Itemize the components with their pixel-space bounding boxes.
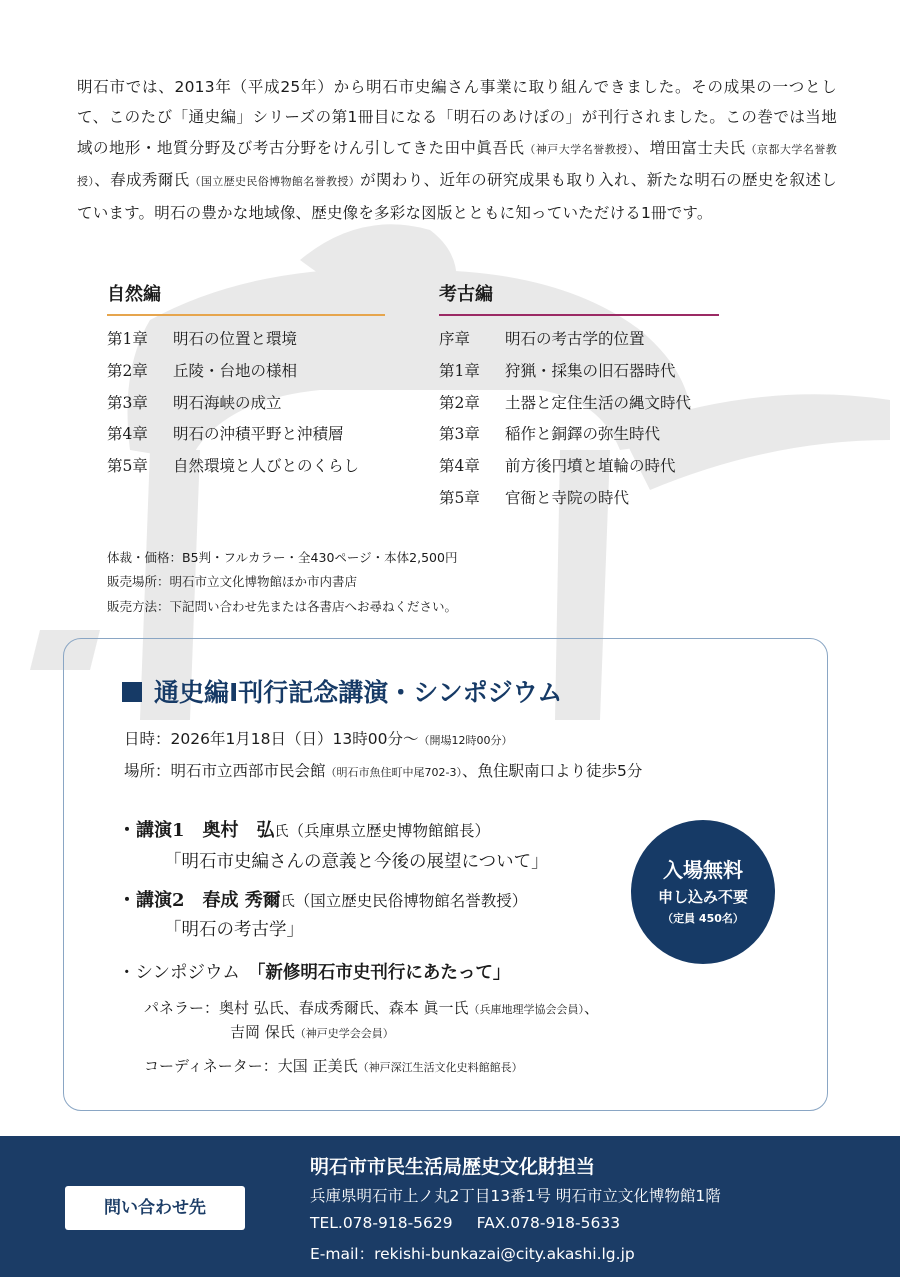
toc-nature-heading: 自然編 xyxy=(107,280,385,316)
event-datetime: 日時：2026年1月18日（日）13時00分～（開場12時00分） xyxy=(124,730,513,748)
contact-tel: TEL.078-918-5629 xyxy=(310,1214,453,1232)
toc-archaeology-heading: 考古編 xyxy=(439,280,719,316)
contact-email[interactable]: E-mail：rekishi-bunkazai@city.akashi.lg.jp xyxy=(310,1245,635,1263)
contact-phone-fax xyxy=(310,1214,620,1232)
toc-chapter: 第1章 狩猟・採集の旧石器時代 xyxy=(439,361,676,380)
toc-archaeology-section xyxy=(439,280,719,515)
contact-footer xyxy=(0,1136,900,1277)
panelists-line-1: パネラー：奥村 弘氏、春成秀爾氏、森本 眞一氏（兵庫地理学協会会員）、 xyxy=(144,999,600,1017)
lecture-2-title: 「明石の考古学」 xyxy=(164,920,304,940)
toc-chapter: 序章 明石の考古学的位置 xyxy=(439,330,645,348)
toc-chapter: 第2章 土器と定住生活の縄文時代 xyxy=(439,393,692,412)
intro-paragraph: 明石市では、2013年（平成25年）から明石市史編さん事業に取り組んできました。その成果の一つとして、このたび「通史編」シリーズの第1冊目になる「明石のあけぼの」が刊行されました。この巻では当地域の地形・地質分野及び考古分野をけん引してきた田中眞吾氏（神戸大学名誉教授）、増田富士夫氏（京都大学名誉教授）、春成秀爾氏（国立歴史民俗博物館名誉教授）が関わり、近年の研究成果も取り入れ、新たな明石の歴史を叙述しています。明石の豊かな地域像、歴史像を多彩な図版とともに知っていただける1冊です。 xyxy=(77,78,838,222)
book-specs xyxy=(107,546,457,619)
event-venue: 場所：明石市立西部市民会館（明石市魚住町中尾702-3）、魚住駅南口より徒歩5分 xyxy=(124,762,643,780)
lecture-2: ・講演2 春成 秀爾氏（国立歴史民俗博物館名誉教授） xyxy=(118,890,528,911)
toc-chapter: 第4章 明石の沖積平野と沖積層 xyxy=(107,425,344,444)
event-box xyxy=(63,638,828,1111)
lecture-1: ・講演1 奥村 弘氏（兵庫県立歴史博物館館長） xyxy=(118,820,491,841)
spec-sales-method: 販売方法：下記問い合わせ先または各書店へお尋ねください。 xyxy=(107,598,458,614)
toc-chapter: 第1章 明石の位置と環境 xyxy=(107,330,298,348)
contact-fax: FAX.078-918-5633 xyxy=(476,1214,621,1232)
panelists-line-2: 吉岡 保氏（神戸史学会会員） xyxy=(230,1023,394,1041)
toc-chapter: 第5章 官衙と寺院の時代 xyxy=(439,488,630,507)
toc-chapter: 第4章 前方後円墳と埴輪の時代 xyxy=(439,457,676,476)
contact-address: 兵庫県明石市上ノ丸2丁目13番1号 明石市立文化博物館1階 xyxy=(310,1187,721,1205)
admission-badge xyxy=(631,820,775,964)
badge-capacity: （定員 450名） xyxy=(662,912,744,925)
symposium: ・シンポジウム 「新修明石市史刊行にあたって」 xyxy=(118,963,511,983)
toc-chapter: 第3章 明石海峡の成立 xyxy=(107,393,282,412)
toc-chapter: 第5章 自然環境と人びとのくらし xyxy=(107,457,360,476)
contact-label: 問い合わせ先 xyxy=(65,1186,245,1230)
event-title: 通史編Ⅰ刊行記念講演・シンポジウム xyxy=(122,673,562,709)
lecture-1-title: 「明石市史編さんの意義と今後の展望について」 xyxy=(164,852,549,872)
spec-format: 体裁・価格：B5判・フルカラー・全430ページ・本体2,500円 xyxy=(107,550,458,565)
square-bullet-icon xyxy=(122,682,142,702)
toc-chapter: 第2章 丘陵・台地の様相 xyxy=(107,361,298,380)
spec-sales-place: 販売場所：明石市立文化博物館ほか市内書店 xyxy=(107,574,358,590)
toc-nature-section xyxy=(107,280,385,483)
toc-chapter: 第3章 稲作と銅鐸の弥生時代 xyxy=(439,425,661,444)
badge-no-application: 申し込み不要 xyxy=(657,888,748,906)
contact-organization: 明石市市民生活局歴史文化財担当 xyxy=(310,1156,596,1178)
coordinator: コーディネーター：大国 正美氏（神戸深江生活文化史料館館長） xyxy=(144,1057,523,1075)
badge-free-admission: 入場無料 xyxy=(663,858,743,882)
